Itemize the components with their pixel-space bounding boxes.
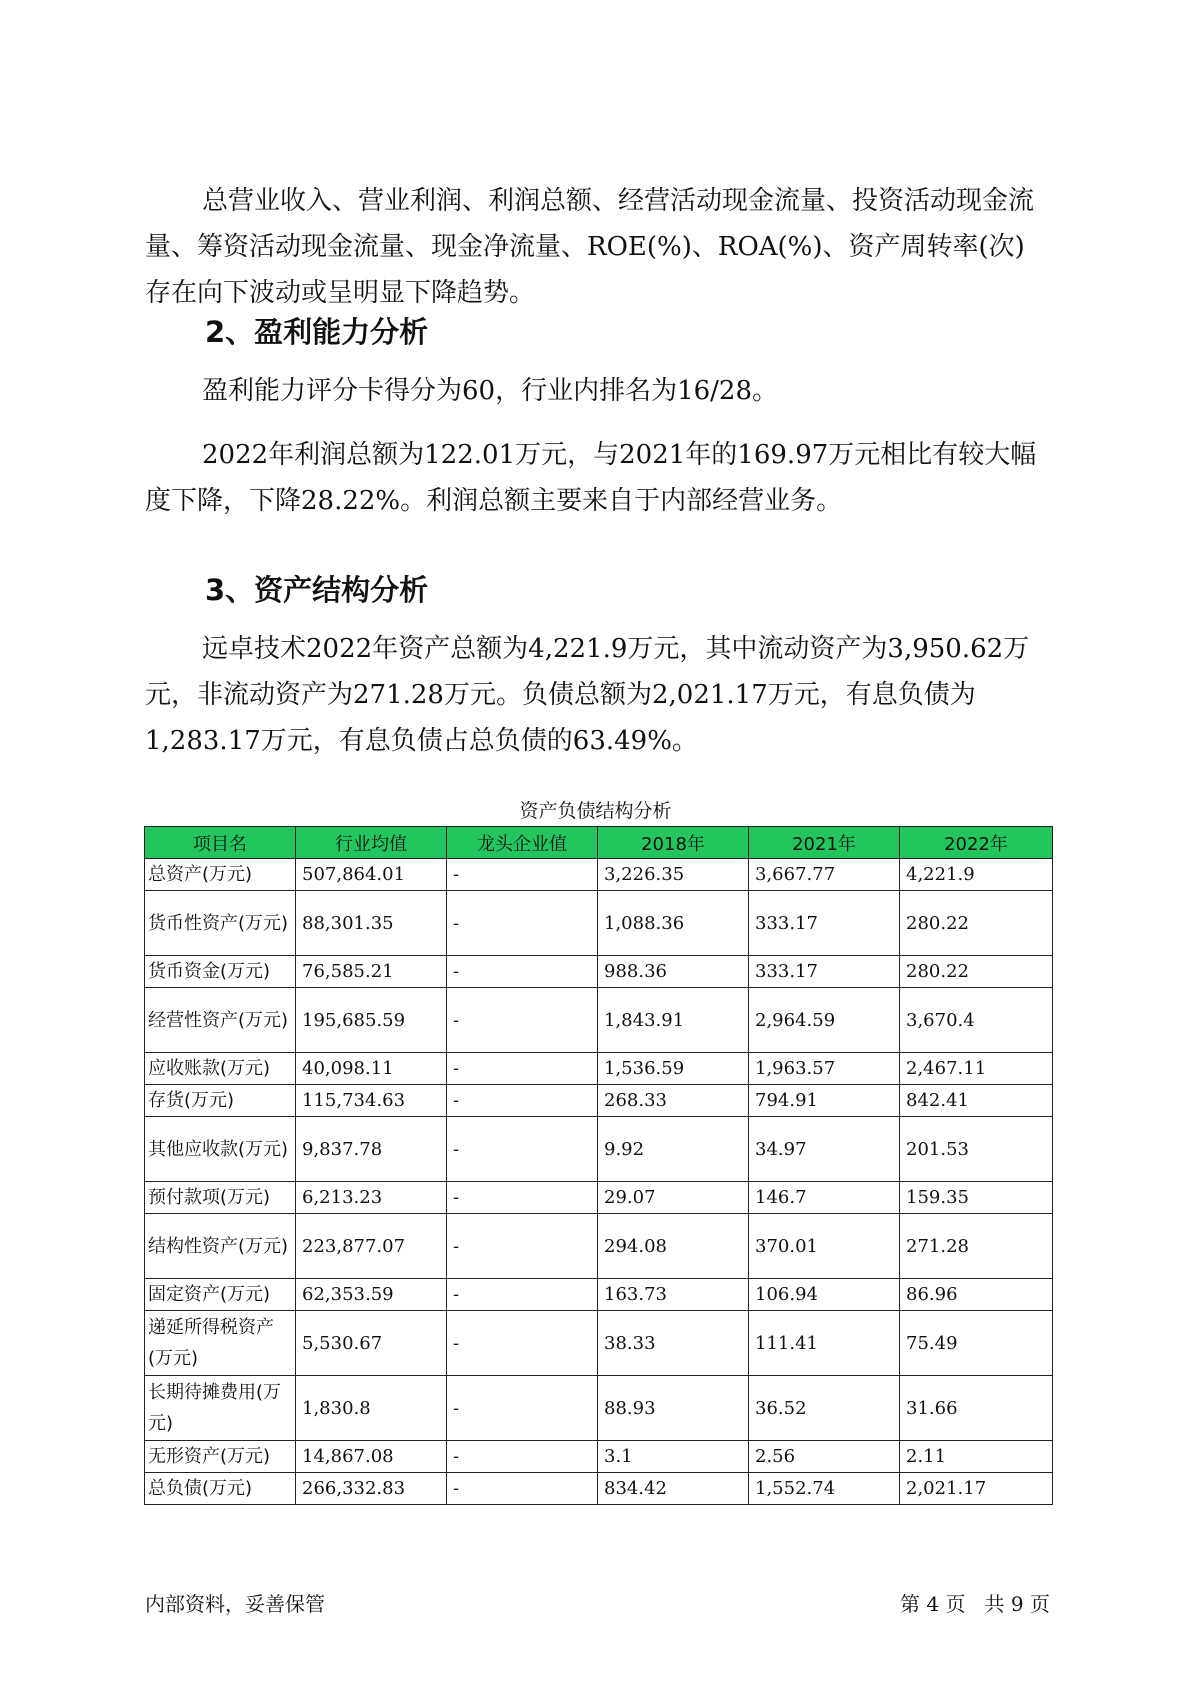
footer-confidential-note: 内部资料，妥善保管 — [145, 1592, 325, 1616]
table-row — [145, 891, 1053, 956]
table-cell: - — [447, 1053, 598, 1085]
table-cell: 88,301.35 — [296, 891, 447, 956]
column-header: 龙头企业值 — [447, 827, 598, 859]
table-cell: 14,867.08 — [296, 1441, 447, 1473]
table-cell: 存货(万元) — [145, 1085, 296, 1117]
table-cell: 1,843.91 — [598, 988, 749, 1053]
table-header-row — [145, 827, 1053, 859]
table-cell: 842.41 — [900, 1085, 1053, 1117]
table-row — [145, 1441, 1053, 1473]
table-cell: 9.92 — [598, 1117, 749, 1182]
table-cell: 31.66 — [900, 1376, 1053, 1441]
table-cell: - — [447, 1376, 598, 1441]
column-header: 2022年 — [900, 827, 1053, 859]
table-cell: 34.97 — [749, 1117, 900, 1182]
paragraph-profitability-score — [145, 368, 1050, 414]
table-cell: 固定资产(万元) — [145, 1279, 296, 1311]
paragraph-asset-structure — [145, 626, 1050, 764]
paragraph-trend-summary — [145, 178, 1050, 316]
table-cell: 36.52 — [749, 1376, 900, 1441]
table-cell: 3,226.35 — [598, 859, 749, 891]
column-header: 项目名 — [145, 827, 296, 859]
paragraph-profit-total — [145, 432, 1050, 524]
table-row — [145, 1085, 1053, 1117]
table-cell: 370.01 — [749, 1214, 900, 1279]
table-cell: 29.07 — [598, 1182, 749, 1214]
table-cell: 111.41 — [749, 1311, 900, 1376]
table-cell: 1,963.57 — [749, 1053, 900, 1085]
table-cell: 2.11 — [900, 1441, 1053, 1473]
table-cell: 4,221.9 — [900, 859, 1053, 891]
table-cell: 62,353.59 — [296, 1279, 447, 1311]
table-row — [145, 1473, 1053, 1505]
table-row — [145, 1182, 1053, 1214]
table-cell: 递延所得税资产(万元) — [145, 1311, 296, 1376]
table-cell: 2,021.17 — [900, 1473, 1053, 1505]
table-cell: 预付款项(万元) — [145, 1182, 296, 1214]
table-cell: 1,830.8 — [296, 1376, 447, 1441]
table-cell: 223,877.07 — [296, 1214, 447, 1279]
table-cell: 1,536.59 — [598, 1053, 749, 1085]
paragraph-text: 盈利能力评分卡得分为60，行业内排名为16/28。 — [202, 376, 779, 406]
table-cell: 280.22 — [900, 891, 1053, 956]
table-cell: 经营性资产(万元) — [145, 988, 296, 1053]
table-cell: - — [447, 1279, 598, 1311]
table-cell: 38.33 — [598, 1311, 749, 1376]
table-cell: 834.42 — [598, 1473, 749, 1505]
column-header: 行业均值 — [296, 827, 447, 859]
paragraph-text: 2022年利润总额为122.01万元，与2021年的169.97万元相比有较大幅度下降，下降28.22%。利润总额主要来自于内部经营业务。 — [145, 440, 1037, 516]
table-cell: 280.22 — [900, 956, 1053, 988]
column-header: 2018年 — [598, 827, 749, 859]
table-cell: 应收账款(万元) — [145, 1053, 296, 1085]
table-cell: 294.08 — [598, 1214, 749, 1279]
table-cell: 163.73 — [598, 1279, 749, 1311]
table-cell: 货币资金(万元) — [145, 956, 296, 988]
paragraph-text: 总营业收入、营业利润、利润总额、经营活动现金流量、投资活动现金流量、筹资活动现金流量、现金净流量、ROE(%)、ROA(%)、资产周转率(次)存在向下波动或呈明显下降趋势。 — [145, 186, 1035, 308]
table-cell: 1,552.74 — [749, 1473, 900, 1505]
paragraph-text: 远卓技术2022年资产总额为4,221.9万元，其中流动资产为3,950.62万元，非流动资产为271.28万元。负债总额为2,021.17万元，有息负债为1,283.17万元，有息负债占总负债的63.49%。 — [145, 634, 1030, 756]
table-cell: 40,098.11 — [296, 1053, 447, 1085]
table-cell: 159.35 — [900, 1182, 1053, 1214]
table-cell: - — [447, 1473, 598, 1505]
table-row — [145, 1376, 1053, 1441]
table-cell: - — [447, 1441, 598, 1473]
table-cell: 3,667.77 — [749, 859, 900, 891]
table-cell: - — [447, 1117, 598, 1182]
table-caption: 资产负债结构分析 — [519, 800, 672, 822]
heading-asset-structure: 3、资产结构分析 — [205, 573, 429, 607]
table-cell: 146.7 — [749, 1182, 900, 1214]
table-cell: 2,964.59 — [749, 988, 900, 1053]
table-cell: 3,670.4 — [900, 988, 1053, 1053]
table-cell: - — [447, 956, 598, 988]
table-cell: 其他应收款(万元) — [145, 1117, 296, 1182]
table-cell: 9,837.78 — [296, 1117, 447, 1182]
column-header: 2021年 — [749, 827, 900, 859]
table-cell: - — [447, 891, 598, 956]
table-cell: 106.94 — [749, 1279, 900, 1311]
table-cell: 195,685.59 — [296, 988, 447, 1053]
table-cell: - — [447, 988, 598, 1053]
table-cell: 268.33 — [598, 1085, 749, 1117]
table-cell: 1,088.36 — [598, 891, 749, 956]
page-number: 第 4 页 共 9 页 — [900, 1592, 1050, 1616]
table-cell: - — [447, 1311, 598, 1376]
table-cell: 货币性资产(万元) — [145, 891, 296, 956]
table-cell: 333.17 — [749, 891, 900, 956]
table-row — [145, 1214, 1053, 1279]
table-cell: 3.1 — [598, 1441, 749, 1473]
table-cell: 5,530.67 — [296, 1311, 447, 1376]
table-cell: 988.36 — [598, 956, 749, 988]
table-row — [145, 956, 1053, 988]
table-cell: - — [447, 1214, 598, 1279]
table-row — [145, 988, 1053, 1053]
table-cell: 6,213.23 — [296, 1182, 447, 1214]
table-cell: 86.96 — [900, 1279, 1053, 1311]
table-row — [145, 1311, 1053, 1376]
table-cell: 76,585.21 — [296, 956, 447, 988]
table-cell: 总负债(万元) — [145, 1473, 296, 1505]
balance-sheet-table — [144, 826, 1053, 1505]
table-cell: - — [447, 859, 598, 891]
table-cell: 88.93 — [598, 1376, 749, 1441]
table-row — [145, 859, 1053, 891]
table-cell: 无形资产(万元) — [145, 1441, 296, 1473]
table-cell: 201.53 — [900, 1117, 1053, 1182]
table-row — [145, 1117, 1053, 1182]
table-cell: 333.17 — [749, 956, 900, 988]
table-cell: 115,734.63 — [296, 1085, 447, 1117]
heading-profitability: 2、盈利能力分析 — [205, 315, 429, 349]
table-cell: - — [447, 1085, 598, 1117]
table-cell: 长期待摊费用(万元) — [145, 1376, 296, 1441]
table-cell: 271.28 — [900, 1214, 1053, 1279]
table-cell: 2,467.11 — [900, 1053, 1053, 1085]
table-cell: 794.91 — [749, 1085, 900, 1117]
table-cell: 2.56 — [749, 1441, 900, 1473]
table-row — [145, 1279, 1053, 1311]
table-cell: 75.49 — [900, 1311, 1053, 1376]
table-row — [145, 1053, 1053, 1085]
table-cell: - — [447, 1182, 598, 1214]
table-cell: 总资产(万元) — [145, 859, 296, 891]
table-cell: 507,864.01 — [296, 859, 447, 891]
table-cell: 266,332.83 — [296, 1473, 447, 1505]
table-cell: 结构性资产(万元) — [145, 1214, 296, 1279]
